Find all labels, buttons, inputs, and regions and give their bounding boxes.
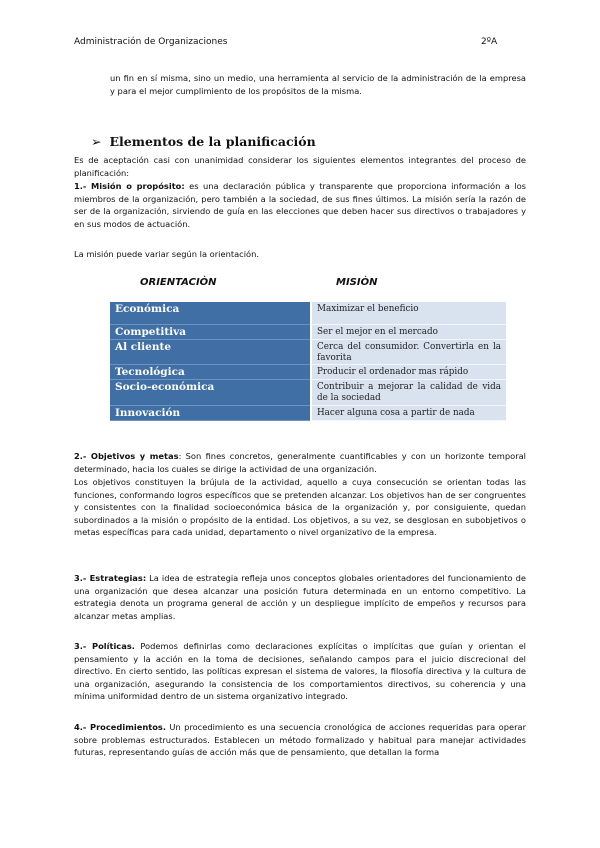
objetivos-paragraph <box>74 450 526 475</box>
estrategias-paragraph <box>74 572 526 622</box>
mission-cell: Cerca del consumidor. Convertirla en la favorita <box>311 339 506 365</box>
table-header-mission: MISIÒN <box>336 277 378 288</box>
procedimientos-label: 4.- Procedimientos. <box>74 722 166 732</box>
table-row <box>110 302 506 325</box>
mision-label: 1.- Misión o propósito: <box>74 181 185 191</box>
procedimientos-paragraph <box>74 721 526 759</box>
orientation-cell: Socio-económica <box>110 380 311 406</box>
objetivos-label: 2.- Objetivos y metas <box>74 451 179 461</box>
lead-paragraph: Es de aceptación casi con unanimidad considerar los siguientes elementos integrantes del proceso de planificación: <box>74 155 526 178</box>
orientation-cell: Al cliente <box>110 339 311 365</box>
orientation-cell: Económica <box>110 302 311 325</box>
intro-continuation: un fin en sí misma, sino un medio, una herramienta al servicio de la administración de la empresa y para el mejor cumplimiento de los propósitos de la misma. <box>110 73 526 96</box>
mission-cell: Contribuir a mejorar la calidad de vida de la sociedad <box>311 380 506 406</box>
orientation-mission-table <box>110 302 506 421</box>
objetivos-paragraph-2: Los objetivos constituyen la brújula de la actividad, aquello a cuya consecución se orientan todas las funciones, conformando logros específicos que se pretenden alcanzar. Los objetivos han de ser congruentes y consistentes con la finalidad socioeconómica básica de la organización y, por consiguiente, quedan subordinados a la misión o propósito de la entidad. Los objetivos, a su vez, se desglosan en subobjetivos o metas específicas para cada unidad, departamento o nivel organizativo de la empresa. <box>74 477 526 538</box>
mission-cell: Producir el ordenador mas rápido <box>311 365 506 380</box>
estrategias-text: La idea de estrategia refleja unos conceptos globales orientadores del funcionamiento de una organización que desea alcanzar una posición futura determinada en un entorno competitivo. La estrategia denota un programa general de acción y un despliegue implícito de empeños y recursos para alcanzar metas amplias. <box>74 573 526 621</box>
section-title: Elementos de la planificación <box>109 134 316 149</box>
table-row <box>110 405 506 420</box>
mission-cell: Maximizar el beneficio <box>311 302 506 325</box>
arrow-bullet-icon: ➢ <box>91 134 102 149</box>
politicas-paragraph <box>74 640 526 703</box>
orientation-cell: Competitiva <box>110 325 311 340</box>
mision-text: es una declaración pública y transparente que proporciona información a los miembros de la organización, pero también a la sociedad, de sus fines últimos. La misión sería la razón de ser de la organización, sirviendo de guía en las elecciones que deben hacer sus directivos o trabajadores y en sus modos de actuación. <box>74 181 526 229</box>
politicas-text: Podemos definirlas como declaraciones explícitas o implícitas que guían y orientan el pensamiento y la acción en la toma de decisiones, señalando campos para el juicio discrecional del directivo. En cierto sentido, las políticas expresan el sistema de valores, la filosofía directiva y la cultura de una organización, asegurando la consistencia de los comportamientos directivos, su coherencia y una mínima uniformidad dentro de un sistema organizativo integrado. <box>74 641 526 702</box>
table-row <box>110 380 506 406</box>
politicas-label: 3.- Políticas. <box>74 641 135 651</box>
section-heading <box>91 134 316 149</box>
table-row <box>110 339 506 365</box>
procedimientos-text: Un procedimiento es una secuencia cronológica de acciones requeridas para operar sobre problemas estructurados. Establecen un método formalizado y habitual para manejar actividades futuras, representando guías de acción más que de pensamiento, que detallan la forma <box>74 722 526 758</box>
orientation-cell: Innovación <box>110 405 311 420</box>
table-header-orientation: ORIENTACIÒN <box>140 277 217 288</box>
table-row <box>110 365 506 380</box>
mission-cell: Hacer alguna cosa a partir de nada <box>311 405 506 420</box>
table-row <box>110 325 506 340</box>
estrategias-label: 3.- Estrategias: <box>74 573 147 583</box>
orientation-cell: Tecnológica <box>110 365 311 380</box>
mission-cell: Ser el mejor en el mercado <box>311 325 506 340</box>
document-header-title: Administración de Organizaciones <box>74 37 228 47</box>
objetivos-text: : Son fines concretos, generalmente cuantificables y con un horizonte temporal determinado, hacia los cuales se dirige la actividad de una organización. <box>74 451 526 474</box>
varies-paragraph: La misión puede variar según la orientación. <box>74 249 260 259</box>
mision-paragraph <box>74 180 526 230</box>
document-header-course: 2ºA <box>481 37 498 47</box>
